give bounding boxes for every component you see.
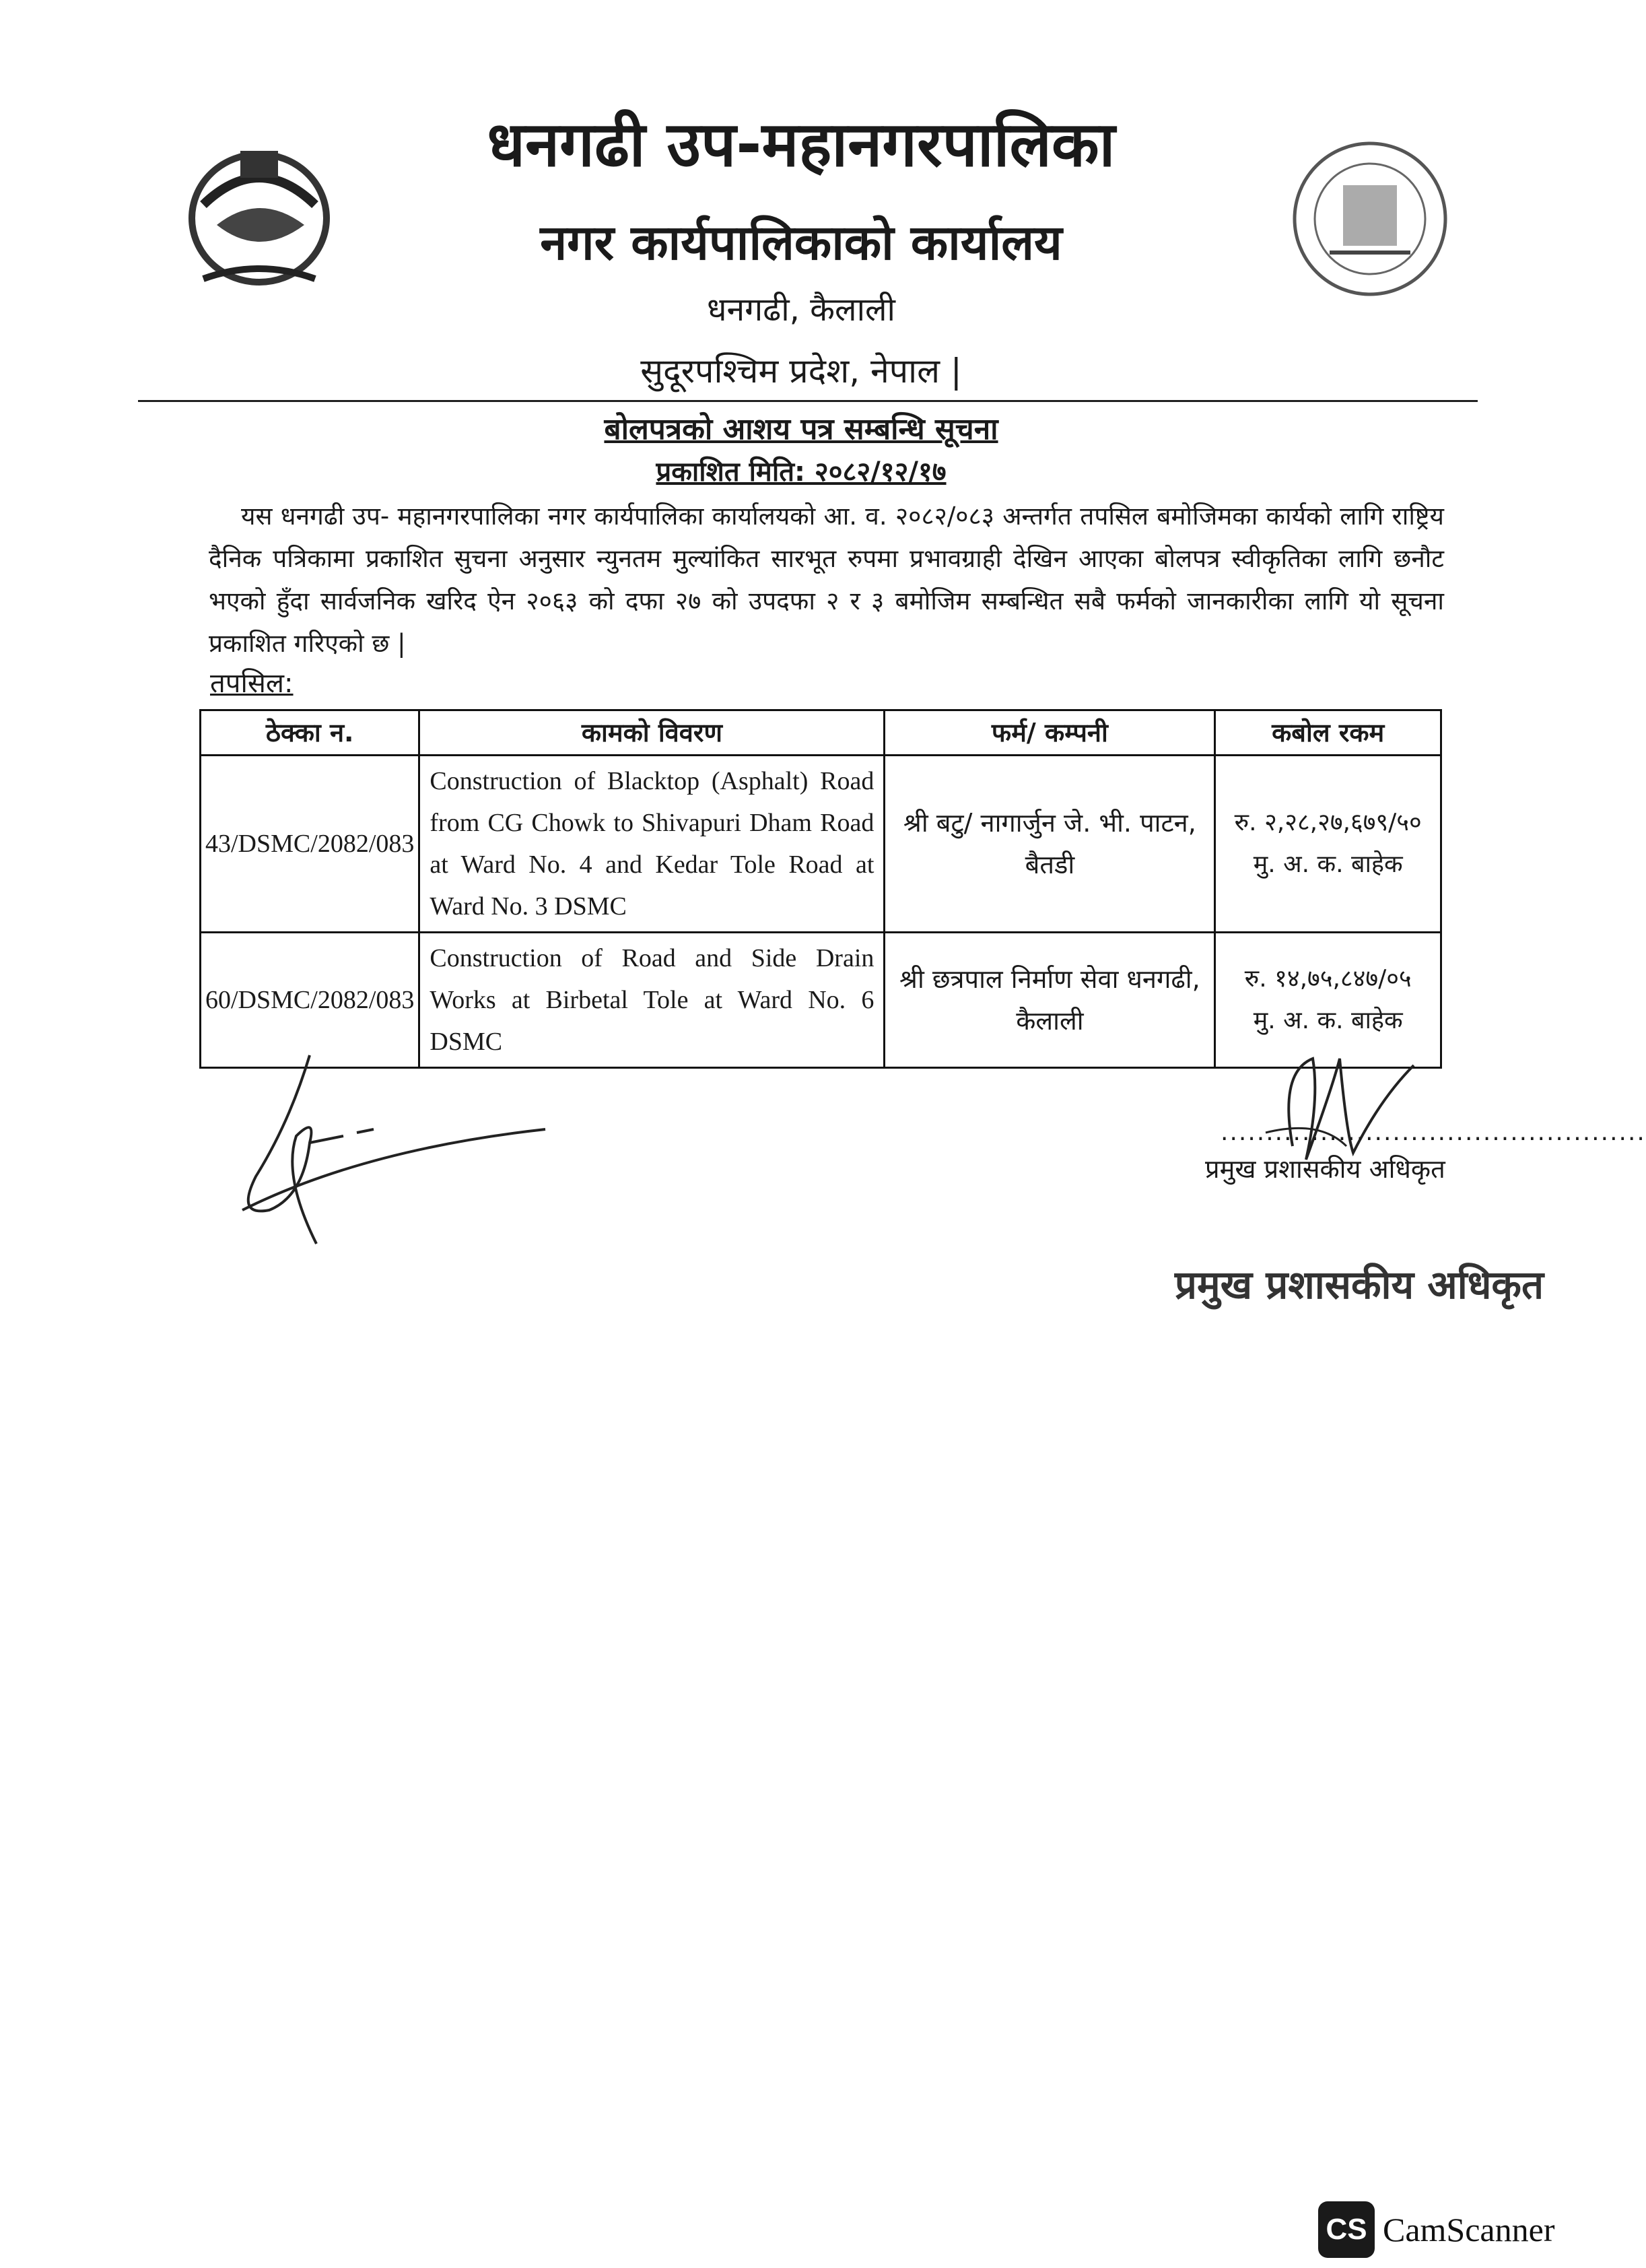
- header-firm: फर्म/ कम्पनी: [885, 710, 1215, 756]
- camscanner-brand: CamScanner: [1383, 2211, 1555, 2248]
- firm-line: कैलाली: [1016, 1006, 1084, 1036]
- contract-no: 60/DSMC/2082/083: [201, 933, 419, 1068]
- details-label: तपसिल:: [210, 668, 294, 699]
- signatory-designation: प्रमुख प्रशासकीय अधिकृत: [1205, 1154, 1445, 1184]
- notice-heading-text: बोलपत्रको आशय पत्र सम्बन्धि सूचना: [604, 412, 998, 446]
- firm-line: श्री छत्रपाल निर्माण सेवा धनगढी,: [899, 964, 1200, 994]
- contract-no: 43/DSMC/2082/083: [201, 756, 419, 933]
- camscanner-watermark: [1318, 2201, 1554, 2259]
- table-row: [201, 756, 1441, 933]
- published-date: [0, 455, 1602, 490]
- amount-value: रु. २,२८,२७,६७९/५०: [1234, 809, 1422, 836]
- firm-line: श्री बटु/ नागार्जुन जे. भी. पाटन,: [903, 808, 1196, 838]
- firm-line: बैतडी: [1025, 850, 1075, 879]
- municipality-title: धनगढी उप-महानगरपालिका: [487, 108, 1116, 180]
- header-divider: [138, 400, 1478, 402]
- work-description: Construction of Blacktop (Asphalt) Road from CG Chowk to Shivapuri Dham Road at Ward No. 4 and Kedar Tole Road at Ward No. 3 DSMC: [419, 756, 885, 933]
- header-contract-no: ठेक्का न.: [201, 710, 419, 756]
- designation-stamp: प्रमुख प्रशासकीय अधिकृत: [1175, 1262, 1544, 1308]
- camscanner-logo-icon: CS: [1318, 2201, 1375, 2258]
- office-name: नगर कार्यपालिकाको कार्यालय: [540, 214, 1062, 271]
- published-date-text: प्रकाशित मिति: २०८२/१२/१७: [656, 457, 947, 488]
- firm-name: [885, 756, 1215, 933]
- document-body: [0, 108, 1646, 1338]
- amount-value: रु. १४,७५,८४७/०५: [1244, 965, 1412, 993]
- province-name: सुदूरपश्चिम प्रदेश, नेपाल |: [640, 352, 962, 391]
- bid-amount: [1215, 756, 1441, 933]
- amount-note: मु. अ. क. बाहेक: [1253, 1007, 1403, 1034]
- office-location: धनगढी, कैलाली: [707, 291, 895, 329]
- signature-line: ...............................................: [1221, 1119, 1646, 1146]
- contracts-table: [199, 709, 1442, 1069]
- notice-body: यस धनगढी उप- महानगरपालिका नगर कार्यपालिका कार्यालयको आ. व. २०८२/०८३ अन्तर्गत तपसिल बमोजिमका कार्यको लागि राष्ट्रिय दैनिक पत्रिकामा प्रकाशित सुचना अनुसार न्युनतम मुल्यांकित सारभूत रुपमा प्रभावग्राही देखिन आएका बोलपत्र स्वीकृतिका लागि छनौट भएको हुँदा सार्वजनिक खरिद ऐन २०६३ को दफा २७ को उपदफा २ र ३ बमोजिम सम्बन्धित सबै फर्मको जानकारीका लागि यो सूचना प्रकाशित गरिएको छ |: [209, 502, 1444, 658]
- header-amount: कबोल रकम: [1215, 710, 1441, 756]
- amount-note: मु. अ. क. बाहेक: [1253, 850, 1403, 878]
- table-header-row: [201, 710, 1441, 756]
- signature-area: [0, 1069, 1646, 1338]
- firm-name: [885, 933, 1215, 1068]
- notice-heading: [0, 411, 1602, 448]
- work-description: Construction of Road and Side Drain Works at Birbetal Tole at Ward No. 6 DSMC: [419, 933, 885, 1068]
- left-signature: [229, 1042, 552, 1257]
- header-description: कामको विवरण: [419, 710, 885, 756]
